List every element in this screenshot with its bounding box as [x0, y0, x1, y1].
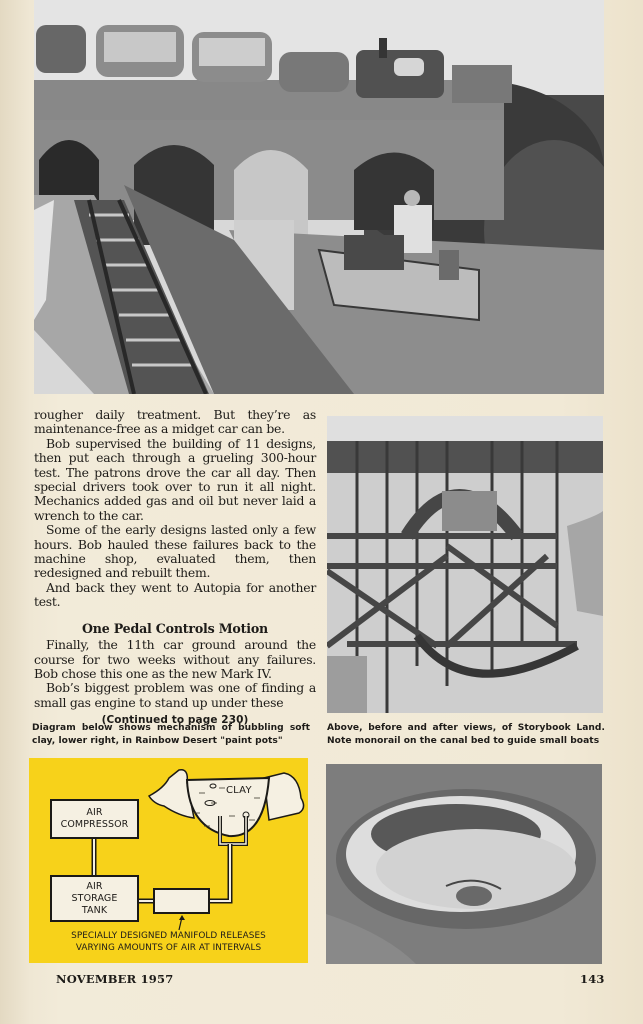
- train-viaduct-photo-illustration: [34, 0, 604, 394]
- paragraph: Some of the early designs lasted only a few hours. Bob hauled these failures back to the machine shop, evaluated them, then redesigned and rebuilt them.: [34, 522, 316, 581]
- section-subhead: One Pedal Controls Motion: [82, 620, 268, 636]
- paragraph: Finally, the 11th car ground around the course for two weeks without any failures. Bob chose this one as the new Mark IV.: [34, 637, 316, 681]
- label: STORAGE: [71, 892, 118, 904]
- paragraph: Bob’s biggest problem was one of finding a small gas engine to stand up under these: [34, 680, 316, 710]
- construction-photo-illustration: [327, 416, 603, 713]
- note-line: VARYING AMOUNTS OF AIR AT INTERVALS: [75, 943, 262, 953]
- note-line: SPECIALLY DESIGNED MANIFOLD RELEASES: [71, 931, 266, 941]
- issue-date: NOVEMBER 1957: [56, 972, 174, 986]
- label: TANK: [81, 904, 108, 916]
- photo-rainbow-desert-paint-pot: [326, 764, 602, 964]
- diagram-caption: Diagram below shows mechanism of bubbling soft clay, lower right, in Rainbow Desert "paint pots": [32, 723, 310, 746]
- label: AIR: [86, 807, 103, 818]
- article-body: [34, 408, 316, 728]
- photo-storybook-land-construction: [327, 416, 603, 713]
- paragraph: Bob supervised the building of 11 designs, then put each through a grueling 300-hour test. The patrons drove the car all day. Then special drivers took over to run it all night. Mechanics added gas and oil but never laid a wrench to the car.: [34, 435, 316, 523]
- paragraph: And back they went to Autopia for another test.: [34, 579, 316, 610]
- paint-pot-diagram: [29, 758, 308, 963]
- photo-train-viaduct-canal-boat: [34, 0, 604, 394]
- photo-caption: Above, before and after views, of Storybook Land. Note monorail on the canal bed to guide small boats: [327, 723, 605, 746]
- air-compressor-box: [50, 799, 139, 839]
- manifold-note: [29, 930, 308, 954]
- clay-label: CLAY: [226, 785, 252, 796]
- paragraph: rougher daily treatment. But they’re as maintenance-free as a midget car can be.: [34, 407, 316, 437]
- air-storage-tank-box: [50, 875, 139, 922]
- label: COMPRESSOR: [60, 819, 129, 830]
- manifold-box: [153, 888, 210, 914]
- label: AIR: [86, 880, 103, 892]
- continued-note: (Continued to page 230): [101, 714, 249, 727]
- page-number: 143: [580, 972, 605, 986]
- paint-pot-photo-illustration: [326, 764, 602, 964]
